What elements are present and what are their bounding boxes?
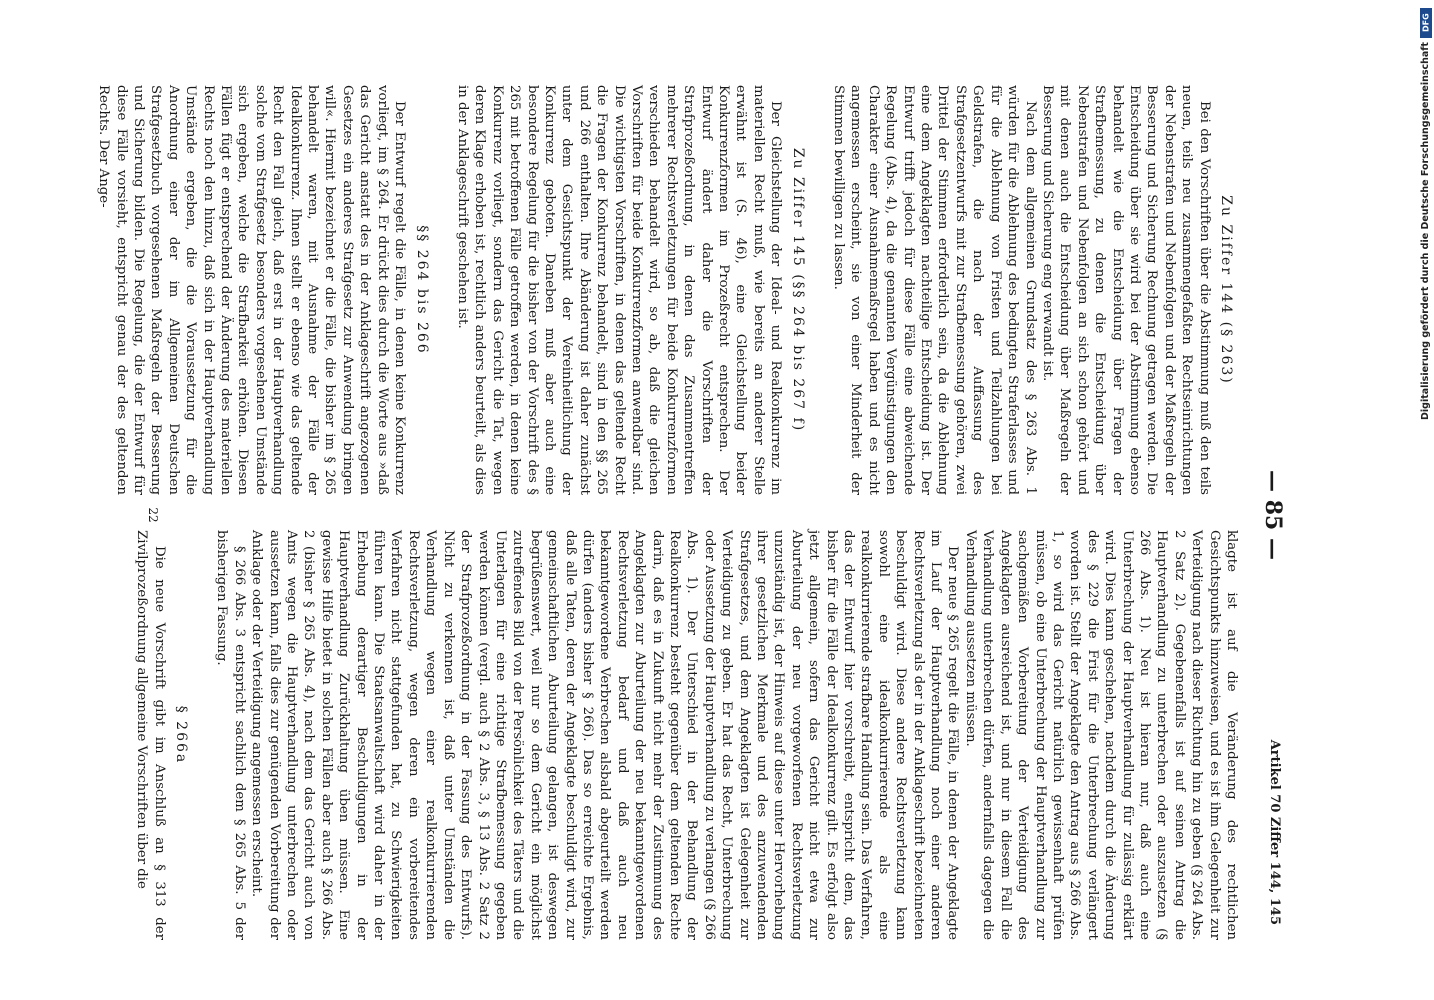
paragraph: § 266 Abs. 3 entspricht sachlich dem § 265 Abs. 5 der bisherigen Fassung. [214,530,247,940]
left-column [95,85,1240,495]
paragraph: Die neue Vorschrift gibt im Anschluß an § 313 der Zivilprozeßordnung allgemeine Vorschriften über die [134,530,167,940]
paragraph: Der Gleichstellung der Ideal- und Realkonkurrenz im materiellen Recht muß, wie bereits an anderer Stelle erwähnt ist (S. 46), eine Gleichstellung beider Konkurrenzformen im Prozeßrecht entsprechen. Der Entwurf ändert daher die Vorschriften der Strafprozeßordnung, in denen das Zusammentreffen mehrerer Rechtsverletzungen für beide Konkurrenzformen verschieden behandelt wird, so ab, daß die gleichen Vorschriften für beide Konkurrenzformen anwendbar sind. Die wichtigsten Vorschriften, in denen das geltende Recht die Fragen der Konkurrenz behandelt, sind in den §§ 265 und 266 enthalten. Ihre Abänderung ist daher zunächst unter dem Gesichtspunkt der Vereinheitlichung der Konkurrenz geboten. Daneben muß aber auch eine besondere Regelung für die bisher von der Vorschrift des § 265 mit betroffenen Fälle getroffen werden, in denen keine Konkurrenz vorliegt, sondern das Gericht die Tat, wegen deren Klage erhoben ist, rechtlich anders beurteilt, als dies in der Anklageschrift geschehen ist. [454,85,784,495]
sheet-number: 22 [146,507,160,523]
section-heading: Zu Ziffer 144 (§ 263) [1218,195,1234,385]
paragraph: Nach dem allgemeinen Grundsatz des § 263 Abs. 1 würden für die Ablehnung des bedingten Straferlasses und für die Ablehnung von Fristen und Teilzahlungen bei Geldstrafen, die nach der Auffassung des Strafgesetzentwurfs mit zur Strafbemessung gehören, zwei Drittel der Stimmen erforderlich sein, da die Ablehnung eine dem Angeklagten nachteilige Entscheidung ist. Der Entwurf trifft jedoch für diese Fälle eine abweichende Regelung (Abs. 4), da die genannten Vergünstigungen den Charakter einer Ausnahmemaßregel haben und es nicht angemessen erscheint, sie von einer Minderheit der Stimmen bewilligen zu lassen. [831,85,1038,495]
digitization-credit: Digitalisierung gefördert durch die Deutsche Forschungsgemeinschaft [1420,42,1431,420]
section-heading: §§ 264 bis 266 [413,225,430,355]
page-number: — 85 — [1260,470,1286,560]
paragraph: klagte ist auf die Veränderung des rechtlichen Gesichtspunkts hinzuweisen, und es ist ihm Gelegenheit zur Verteidigung nach dieser Richtung hin zu geben (§ 264 Abs. 2 Satz 2). Gegebenenfalls ist auf seinen Antrag die Hauptverhandlung zu unterbrechen oder auszusetzen (§ 266 Abs. 1). Neu ist hieran nur, daß auch eine Unterbrechung der Hauptverhandlung für zulässig erklärt wird. Dies kann geschehen, nachdem durch die Änderung des § 229 die Frist für die Unterbrechung verlängert worden ist. Stellt der Angeklagte den Antrag aus § 266 Abs. 1, so wird das Gericht natürlich gewissenhaft prüfen müssen, ob eine Unterbrechung der Hauptverhandlung zur sachgemäßen Vorbereitung der Verteidigung des Angeklagten ausreichend ist, und nur in diesem Fall die Verhandlung unterbrechen dürfen, andernfalls dagegen die Verhandlung aussetzen müssen. [962,530,1239,940]
section-heading: Zu Ziffer 145 (§§ 264 bis 267 f) [789,147,806,433]
paragraph: Der neue § 265 regelt die Fälle, in denen der Angeklagte im Lauf der Hauptverhandlung noch einer anderen Rechtsverletzung als der in der Anklageschrift bezeichneten beschuldigt wird. Diese andere Rechtsverletzung kann sowohl eine idealkonkurrierende als eine realkonkurrierende strafbare Handlung sein. Das Verfahren, das der Entwurf hier vorschreibt, entspricht dem, das bisher für die Fälle der Idealkonkurrenz gilt. Es erfolgt also jetzt allgemein, sofern das Gericht nicht etwa zur Aburteilung der neu vorgeworfenen Rechtsverletzung unzuständig ist, der Hinweis auf diese unter Hervorhebung ihrer gesetzlichen Merkmale und des anzuwendenden Strafgesetzes, und dem Angeklagten ist Gelegenheit zur Verteidigung zu geben. Er hat das Recht, Unterbrechung oder Aussetzung der Hauptverhandlung zu verlangen (§ 266 Abs. 1). Der Unterschied in der Behandlung der Realkonkurrenz besteht gegenüber dem geltenden Rechte darin, daß es in Zukunft nicht mehr der Zustimmung des Angeklagten zur Aburteilung der neu bekanntgewordenen Rechtsverletzung bedarf und daß auch neu bekanntgewordene Verbrechen alsbald abgeurteilt werden dürfen (anders bisher § 266). Das so erreichte Ergebnis, daß alle Taten, deren der Angeklagte beschuldigt wird, zur gemeinschaftlichen Aburteilung gelangen, ist deswegen begrüßenswert, weil nur so dem Gericht ein möglichst zutreffendes Bild von der Persönlichkeit des Täters und die Unterlagen für eine richtige Strafbemessung gegeben werden können (vergl. auch § 2 Abs. 3, § 13 Abs. 2 Satz 2 der Strafprozeßordnung in der Fassung des Entwurfs). Nicht zu verkennen ist, daß unter Umständen die Verhandlung wegen einer realkonkurrierenden Rechtsverletzung, wegen deren ein vorbereitendes Verfahren nicht stattgefunden hat, zu Schwierigkeiten führen kann. Die Staatsanwaltschaft wird daher in der Erhebung derartiger Beschuldigungen in der Hauptverhandlung Zurückhaltung üben müssen. Eine gewisse Hilfe bietet in solchen Fällen aber auch § 266 Abs. 2 (bisher § 265 Abs. 4), nach dem das Gericht auch von Amts wegen die Hauptverhandlung unterbrechen oder aussetzen kann, falls dies zur genügenden Vorbereitung der Anklage oder der Verteidigung angemessen erscheint. [249,530,961,940]
article-reference: Artikel 70 Ziffer 144, 145 [1267,739,1282,925]
paragraph: Bei den Vorschriften über die Abstimmung muß den teils neuen, teils neu zusammengefaßten Rechtseinrichtungen der Nebenstrafen und Nebenfolgen und der Maßregeln der Besserung und Sicherung Rechnung getragen werden. Die Entscheidung über sie wird bei der Abstimmung ebenso behandelt wie die Entscheidung über Fragen der Strafbemessung, zu denen die Entscheidung über Nebenstrafen und Nebenfolgen an sich schon gehört und mit denen auch die Entscheidung über Maßregeln der Besserung und Sicherung eng verwandt ist. [1039,85,1212,495]
dfg-logo: DFG [1420,8,1432,38]
paragraph: Der Entwurf regelt die Fälle, in denen keine Konkurrenz vorliegt, im § 264. Er drückt dies durch die Worte aus »daß das Gericht anstatt des in der Anklageschrift angezogenen Gesetzes ein anderes Strafgesetz zur Anwendung bringen will«. Hiermit bezeichnet er die Fälle, die bisher im § 265 behandelt waren, mit Ausnahme der Fälle der Idealkonkurrenz. Ihnen stellt er ebenso wie das geltende Recht den Fall gleich, daß erst in der Hauptverhandlung solche vom Strafgesetz besonders vorgesehenen Umstände sich ergeben, welche die Strafbarkeit erhöhen. Diesen Fällen fügt er entsprechend der Änderung des materiellen Rechts noch den hinzu, daß sich in der Hauptverhandlung Umstände ergeben, die die Voraussetzung für die Anordnung einer der im Allgemeinen Deutschen Strafgesetzbuch vorgesehenen Maßregeln der Besserung und Sicherung bilden. Die Regelung, die der Entwurf für diese Fälle vorsieht, entspricht genau der des geltenden Rechts. Der Ange- [96,85,408,495]
right-column [133,530,1240,940]
section-heading: § 266a [173,705,190,765]
rotated-document-sheet [96,85,1290,945]
running-header [1250,85,1290,945]
